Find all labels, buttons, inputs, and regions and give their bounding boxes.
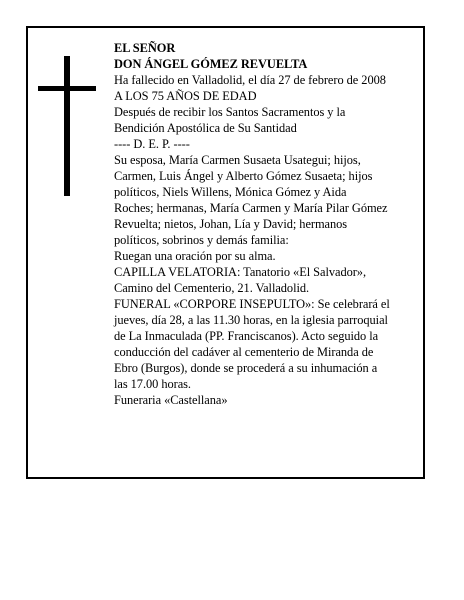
cross-vertical-bar (64, 56, 70, 196)
obituary-text (114, 40, 424, 408)
family-line: Roches; hermanas, María Carmen y María Pilar Gómez (114, 201, 388, 215)
prayer-line: Ruegan una oración por su alma. (114, 249, 276, 263)
cross-horizontal-bar (38, 86, 96, 91)
family-line: Su esposa, María Carmen Susaeta Usategui; hijos, (114, 153, 361, 167)
family-line: políticos, Niels Willens, Mónica Gómez y Aida (114, 185, 347, 199)
funeral-line: jueves, día 28, a las 11.30 horas, en la iglesia parroquial (114, 313, 388, 327)
cross-icon (38, 56, 96, 196)
family-line: Carmen, Luis Ángel y Alberto Gómez Susaeta; hijos (114, 169, 373, 183)
family-line: políticos, sobrinos y demás familia: (114, 233, 289, 247)
dep-line: ---- D. E. P. ---- (114, 137, 190, 151)
chapel-line: CAPILLA VELATORIA: Tanatorio «El Salvador», (114, 265, 367, 279)
funeral-line: las 17.00 horas. (114, 377, 191, 391)
sacraments-line: Bendición Apostólica de Su Santidad (114, 121, 297, 135)
funeral-line: Ebro (Burgos), donde se procederá a su inhumación a (114, 361, 378, 375)
funeral-line: de La Inmaculada (PP. Franciscanos). Acto seguido la (114, 329, 379, 343)
funeral-line: FUNERAL «CORPORE INSEPULTO»: Se celebrará el (114, 297, 390, 311)
family-line: Revuelta; nietos, Johan, Lía y David; hermanos (114, 217, 348, 231)
chapel-line: Camino del Cementerio, 21. Valladolid. (114, 281, 310, 295)
funeral-home-line: Funeraria «Castellana» (114, 393, 228, 407)
death-line: Ha fallecido en Valladolid, el día 27 de febrero de 2008 (114, 73, 386, 87)
age-line: A LOS 75 AÑOS DE EDAD (114, 89, 257, 103)
sacraments-line: Después de recibir los Santos Sacramentos y la (114, 105, 346, 119)
funeral-line: conducción del cadáver al cementerio de Miranda de (114, 345, 374, 359)
heading-title: EL SEÑOR (114, 41, 176, 55)
deceased-name: DON ÁNGEL GÓMEZ REVUELTA (114, 57, 308, 71)
